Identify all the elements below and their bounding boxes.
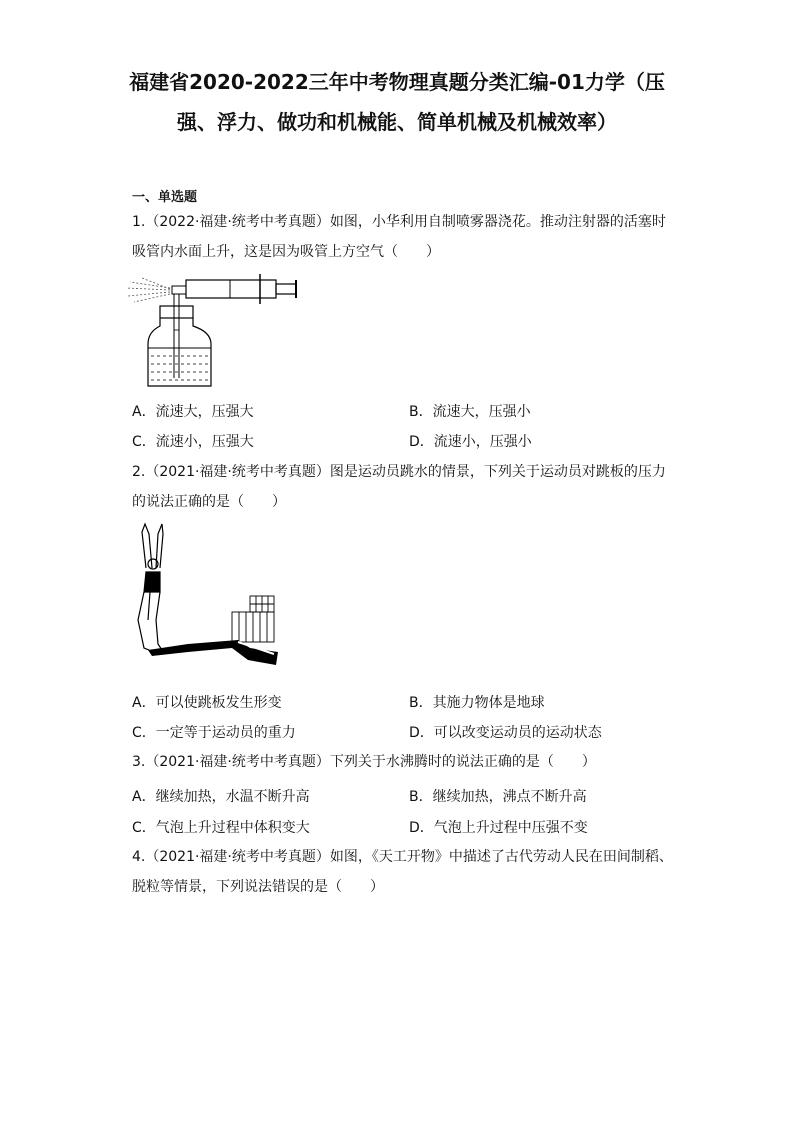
q3-option-d[interactable]: D．气泡上升过程中压强不变 (409, 820, 588, 836)
q2-option-b[interactable]: B．其施力物体是地球 (409, 695, 545, 711)
platform-base (232, 596, 274, 642)
question-4-line-1: 4.（2021·福建·统考中考真题）如图，《天工开物》中描述了古代劳动人民在田间制稻、 (132, 849, 673, 865)
mist-spray (126, 278, 170, 302)
bottle-cap (160, 306, 193, 318)
question-1-line-2: 吸管内水面上升，这是因为吸管上方空气（ ） (132, 244, 440, 260)
springboard (148, 640, 278, 665)
document-title (110, 62, 684, 142)
q1-option-d[interactable]: D．流速小，压强小 (409, 434, 532, 450)
title-line-1: 福建省2020-2022三年中考物理真题分类汇编-01力学（压 (129, 70, 665, 94)
water-body (151, 356, 209, 380)
q3-option-a[interactable]: A．继续加热，水温不断升高 (132, 789, 310, 805)
question-1 (132, 207, 672, 267)
q3-option-c[interactable]: C．气泡上升过程中体积变大 (132, 820, 310, 836)
question-4 (132, 842, 672, 902)
syringe-barrel (186, 280, 276, 298)
q2-option-d[interactable]: D．可以改变运动员的运动状态 (409, 725, 602, 741)
title-line-2: 强、浮力、做功和机械能、简单机械及机械效率） (177, 110, 617, 134)
q2-option-c[interactable]: C．一定等于运动员的重力 (132, 725, 296, 741)
question-1-line-1: 1.（2022·福建·统考中考真题）如图，小华利用自制喷雾器浇花。推动注射器的活塞时 (132, 214, 666, 230)
q3-option-b[interactable]: B．继续加热，沸点不断升高 (409, 789, 587, 805)
syringe-plunger (276, 284, 296, 294)
question-2-line-1: 2.（2021·福建·统考中考真题）图是运动员跳水的情景，下列关于运动员对跳板的压力 (132, 464, 666, 480)
diver-figure (128, 520, 283, 665)
nozzle (172, 286, 186, 294)
question-3-line-1: 3.（2021·福建·统考中考真题）下列关于水沸腾时的说法正确的是（ ） (132, 754, 596, 770)
question-2-line-2: 的说法正确的是（ ） (132, 494, 286, 510)
q1-option-b[interactable]: B．流速大，压强小 (409, 404, 531, 420)
sprayer-figure (120, 270, 305, 392)
q1-option-c[interactable]: C．流速小，压强大 (132, 434, 254, 450)
q2-option-a[interactable]: A．可以使跳板发生形变 (132, 695, 282, 711)
q1-option-a[interactable]: A．流速大，压强大 (132, 404, 254, 420)
question-2 (132, 457, 672, 517)
question-4-line-2: 脱粒等情景，下列说法错误的是（ ） (132, 879, 384, 895)
diver (138, 524, 163, 652)
question-3 (132, 747, 672, 777)
section-heading: 一、单选题 (132, 190, 198, 205)
